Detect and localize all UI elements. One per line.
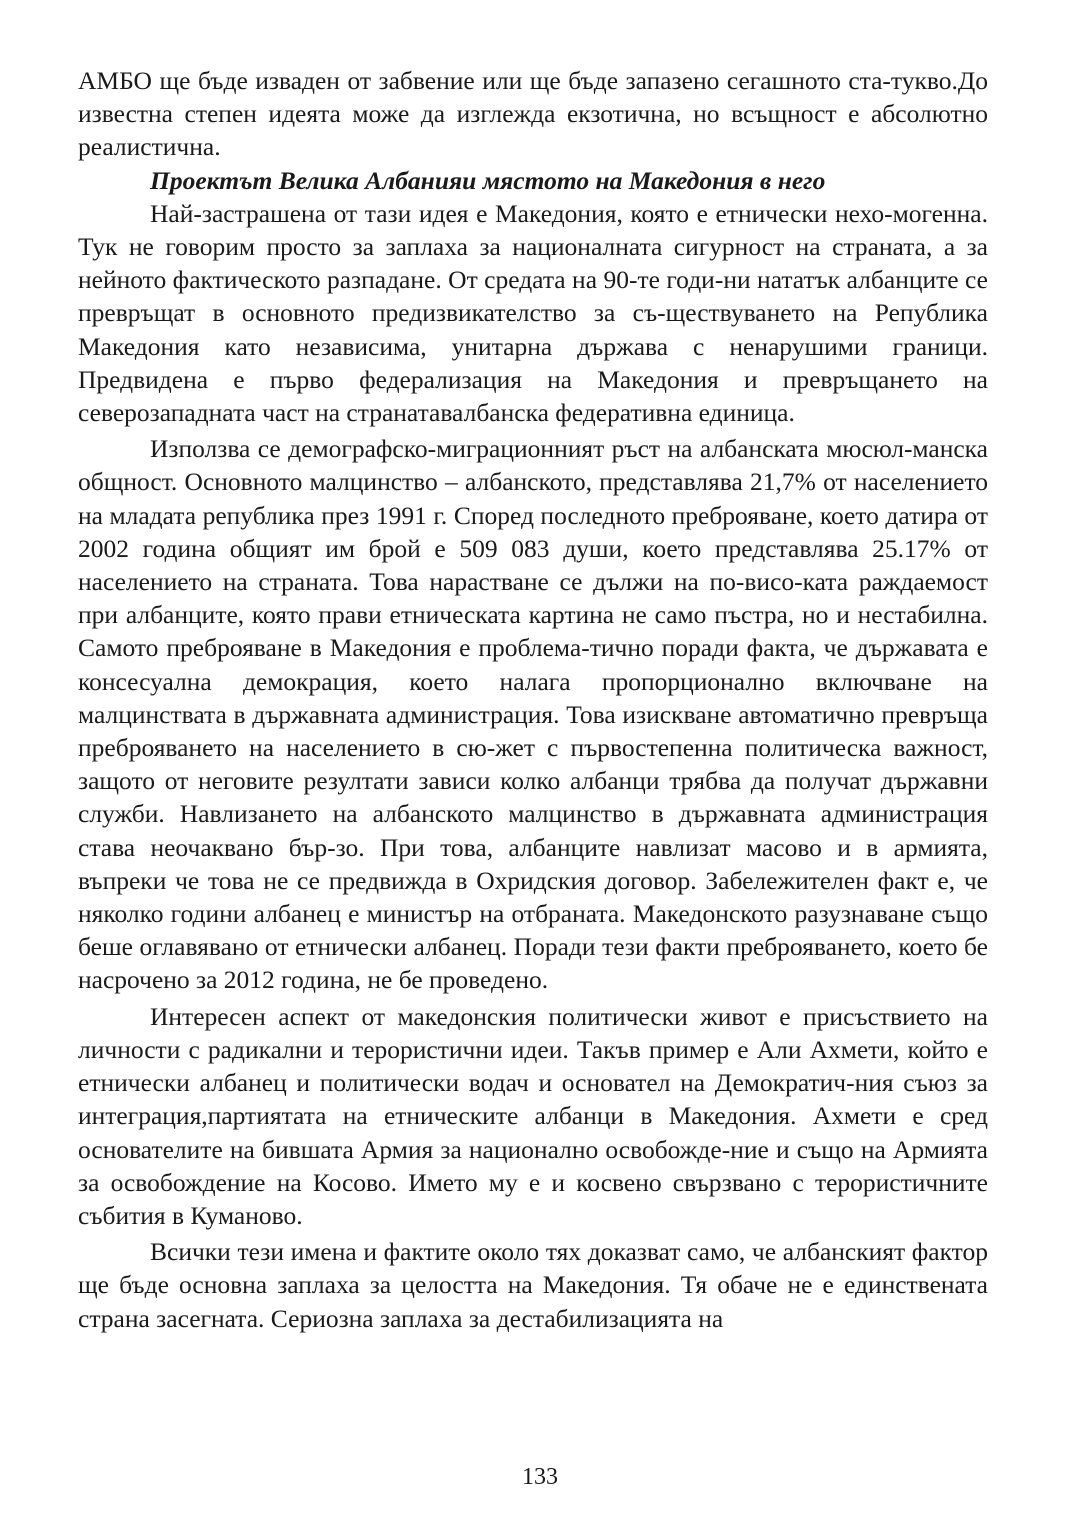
- paragraph-5: Всички тези имена и фактите около тях доказват само, че албанският фактор ще бъде основна заплаха за целостта на Македония. Тя обаче не е единствената страна засегната. Сериозна заплаха за дестабилизацията на: [78, 1237, 988, 1333]
- paragraph-4: Интересен аспект от македонския политически живот е присъствието на личности с радикални и терористични идеи. Такъв пример е Али Ахмети, който е етнически албанец и политически водач и основател на Демократич-ния съюз за интеграция,партиятата на етническите албанци в Македония. Ахмети е сред основателите на бившата Армия за национално освобожде-ние и също на Армията за освобождение на Косово. Името му е и косвено свързвано с терористичните събития в Куманово.: [78, 1001, 988, 1230]
- body-text: [78, 64, 988, 1335]
- paragraph-2: Най-застрашена от тази идея е Македония, която е етнически нехо-могенна. Тук не говорим просто за заплаха за националната сигурност на страната, а за нейното фактическото разпадане. От средата на 90-те годи-ни нататък албанците се превръщат в основното предизвикателство за съ-ществуването на Република Македония като независима, унитарна държава с ненарушими граници. Предвидена е първо федерализация на Македония и превръщането на северозападната част на странатавалбанска федеративна единица.: [78, 198, 988, 428]
- section-heading: Проектът Велика Албанияи мястото на Македония в него: [150, 165, 826, 195]
- paragraph-3: Използва се демографско-миграционният ръст на албанската мюсюл-манска общност. Основното малцинство – албанското, представлява 21,7% от населението на младата република през 1991 г. Според последното преброяване, което датира от 2002 година общият им брой е 509 083 души, което представлява 25.17% от населението на страната. Това нарастване се дължи на по-висо-ката раждаемост при албанците, която прави етническата картина не само пъстра, но и нестабилна. Самото преброяване в Македония е проблема-тично поради факта, че държавата е консесуална демокрация, което налага пропорционално включване на малцинствата в държавната администрация. Това изискване автоматично превръща преброяването на населението в сю-жет с първостепенна политическа важност, защото от неговите резултати зависи колко албанци трябва да получат държавни служби. Навлизането на албанското малцинство в държавната администрация става неочаквано бър-зо. При това, албанците навлизат масово и в армията, въпреки че това не се предвижда в Охридския договор. Забележителен факт е, че няколко години албанец е министър на отбраната. Македонското разузнаване също беше оглавявано от етнически албанец. Поради тези факти преброяването, което бе насрочено за 2012 година, не бе проведено.: [78, 434, 988, 995]
- page-number: 133: [522, 1464, 558, 1490]
- paragraph-1: АМБО ще бъде изваден от забвение или ще бъде запазено сегашното ста-тукво.До известна степен идеята може да изглежда екзотична, но всъщност е абсолютно реалистична.: [78, 66, 988, 162]
